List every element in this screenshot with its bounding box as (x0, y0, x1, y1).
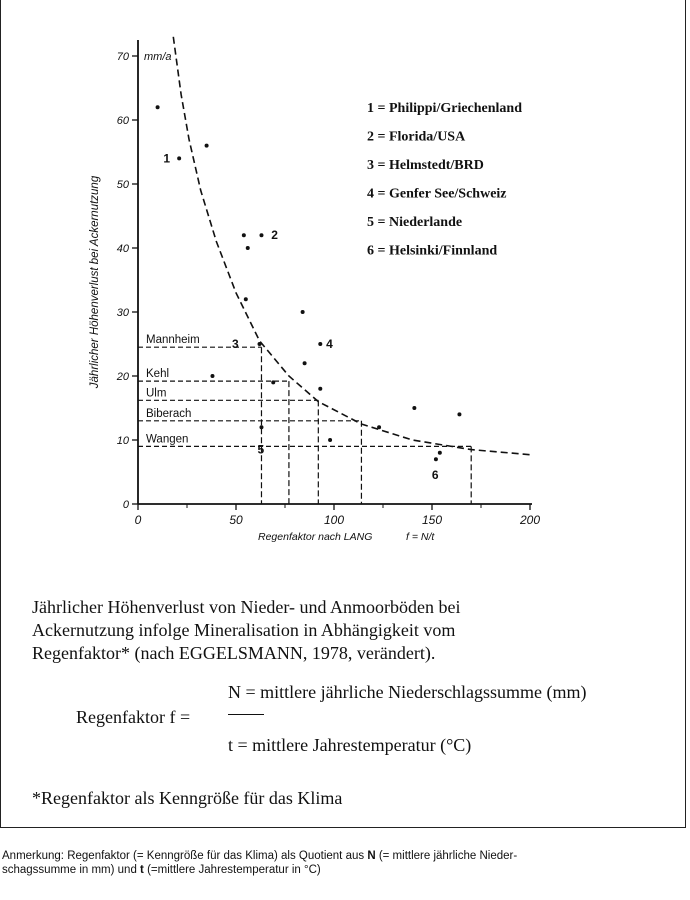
remark-text-2: (= mittlere jährliche Nieder- (375, 850, 518, 862)
reference-label: Kehl (146, 368, 170, 381)
data-point (301, 310, 305, 314)
formula-label: Regenfaktor f = (76, 707, 191, 727)
x-axis-formula: f = N/t (406, 531, 435, 543)
x-tick-label: 200 (519, 513, 541, 527)
y-tick-label: 0 (122, 499, 129, 511)
data-point (258, 342, 262, 346)
reference-label: Wangen (146, 433, 189, 446)
y-tick-label: 20 (116, 371, 129, 383)
point-number-label: 2 (271, 228, 278, 243)
y-tick-label: 70 (116, 51, 129, 63)
data-point (438, 451, 442, 455)
x-tick-label: 0 (134, 513, 142, 527)
y-tick-label: 50 (116, 179, 129, 191)
data-point (457, 412, 461, 416)
reference-label: Mannheim (146, 334, 200, 347)
point-number-label: 4 (326, 337, 333, 351)
y-tick-label: 40 (116, 243, 129, 255)
data-point (318, 387, 322, 391)
y-tick-label: 30 (116, 307, 129, 319)
remark-text-4: (=mittlere Jahrestemperatur in °C) (143, 864, 321, 876)
point-number-label: 6 (431, 468, 439, 483)
data-point (259, 233, 263, 237)
x-tick-label: 50 (229, 513, 243, 527)
footnote: *Regenfaktor als Kenngröße für das Klima (32, 788, 343, 808)
legend-item: 2 = Florida/USA (367, 129, 466, 145)
formula-numerator: N = mittlere jährliche Niederschlagssumme (mm) (228, 682, 587, 702)
point-number-label: 3 (232, 337, 239, 351)
reference-label: Biberach (146, 407, 192, 420)
data-point (242, 233, 246, 237)
data-point (210, 374, 214, 378)
data-point (246, 246, 250, 250)
y-tick-label: 10 (116, 435, 129, 447)
x-tick-label: 100 (323, 513, 345, 527)
x-tick-label: 150 (421, 513, 443, 527)
data-point (177, 156, 181, 160)
data-point (412, 406, 416, 410)
remark-note (2, 849, 688, 877)
legend-item: 3 = Helmstedt/BRD (367, 158, 484, 173)
reference-label: Ulm (146, 387, 167, 400)
data-point (377, 425, 381, 429)
legend-item: 6 = Helsinki/Finnland (367, 243, 498, 259)
y-tick-label: 60 (116, 115, 129, 127)
formula-denominator: t = mittlere Jahrestemperatur (°C) (228, 735, 472, 755)
remark-bold-n: N (367, 850, 376, 862)
remark-text-3: schagssumme in mm) und (2, 864, 141, 876)
x-axis-title: Regenfaktor nach LANG (258, 531, 373, 543)
figure-caption (32, 596, 652, 665)
remark-bold-t: t (140, 864, 144, 876)
point-number-label: 1 (163, 151, 171, 166)
legend-item: 1 = Philippi/Griechenland (367, 101, 523, 116)
data-point (303, 361, 307, 365)
formula-fraction-bar (228, 714, 264, 715)
data-point (244, 297, 248, 301)
caption-line-2: Ackernutzung infolge Mineralisation in Abhängigkeit vom (32, 620, 456, 640)
y-axis-title: Jährlicher Höhenverlust bei Ackernutzung (89, 175, 101, 389)
caption-line-1: Jährlicher Höhenverlust von Nieder- und Anmoorböden bei (32, 597, 461, 617)
data-point (205, 144, 209, 148)
point-number-label: 5 (257, 442, 265, 457)
data-point (271, 380, 275, 384)
caption-line-3: Regenfaktor* (nach EGGELSMANN, 1978, verändert). (32, 643, 436, 663)
y-unit-label: mm/a (144, 51, 172, 63)
data-point (259, 425, 263, 429)
legend-item: 5 = Niederlande (367, 215, 463, 230)
remark-text-1: Anmerkung: Regenfaktor (= Kenngröße für das Klima) als Quotient aus (2, 850, 368, 862)
legend-item: 4 = Genfer See/Schweiz (367, 186, 507, 202)
data-point (328, 438, 332, 442)
data-point (434, 457, 438, 461)
data-point (318, 342, 322, 346)
data-point (156, 105, 160, 109)
